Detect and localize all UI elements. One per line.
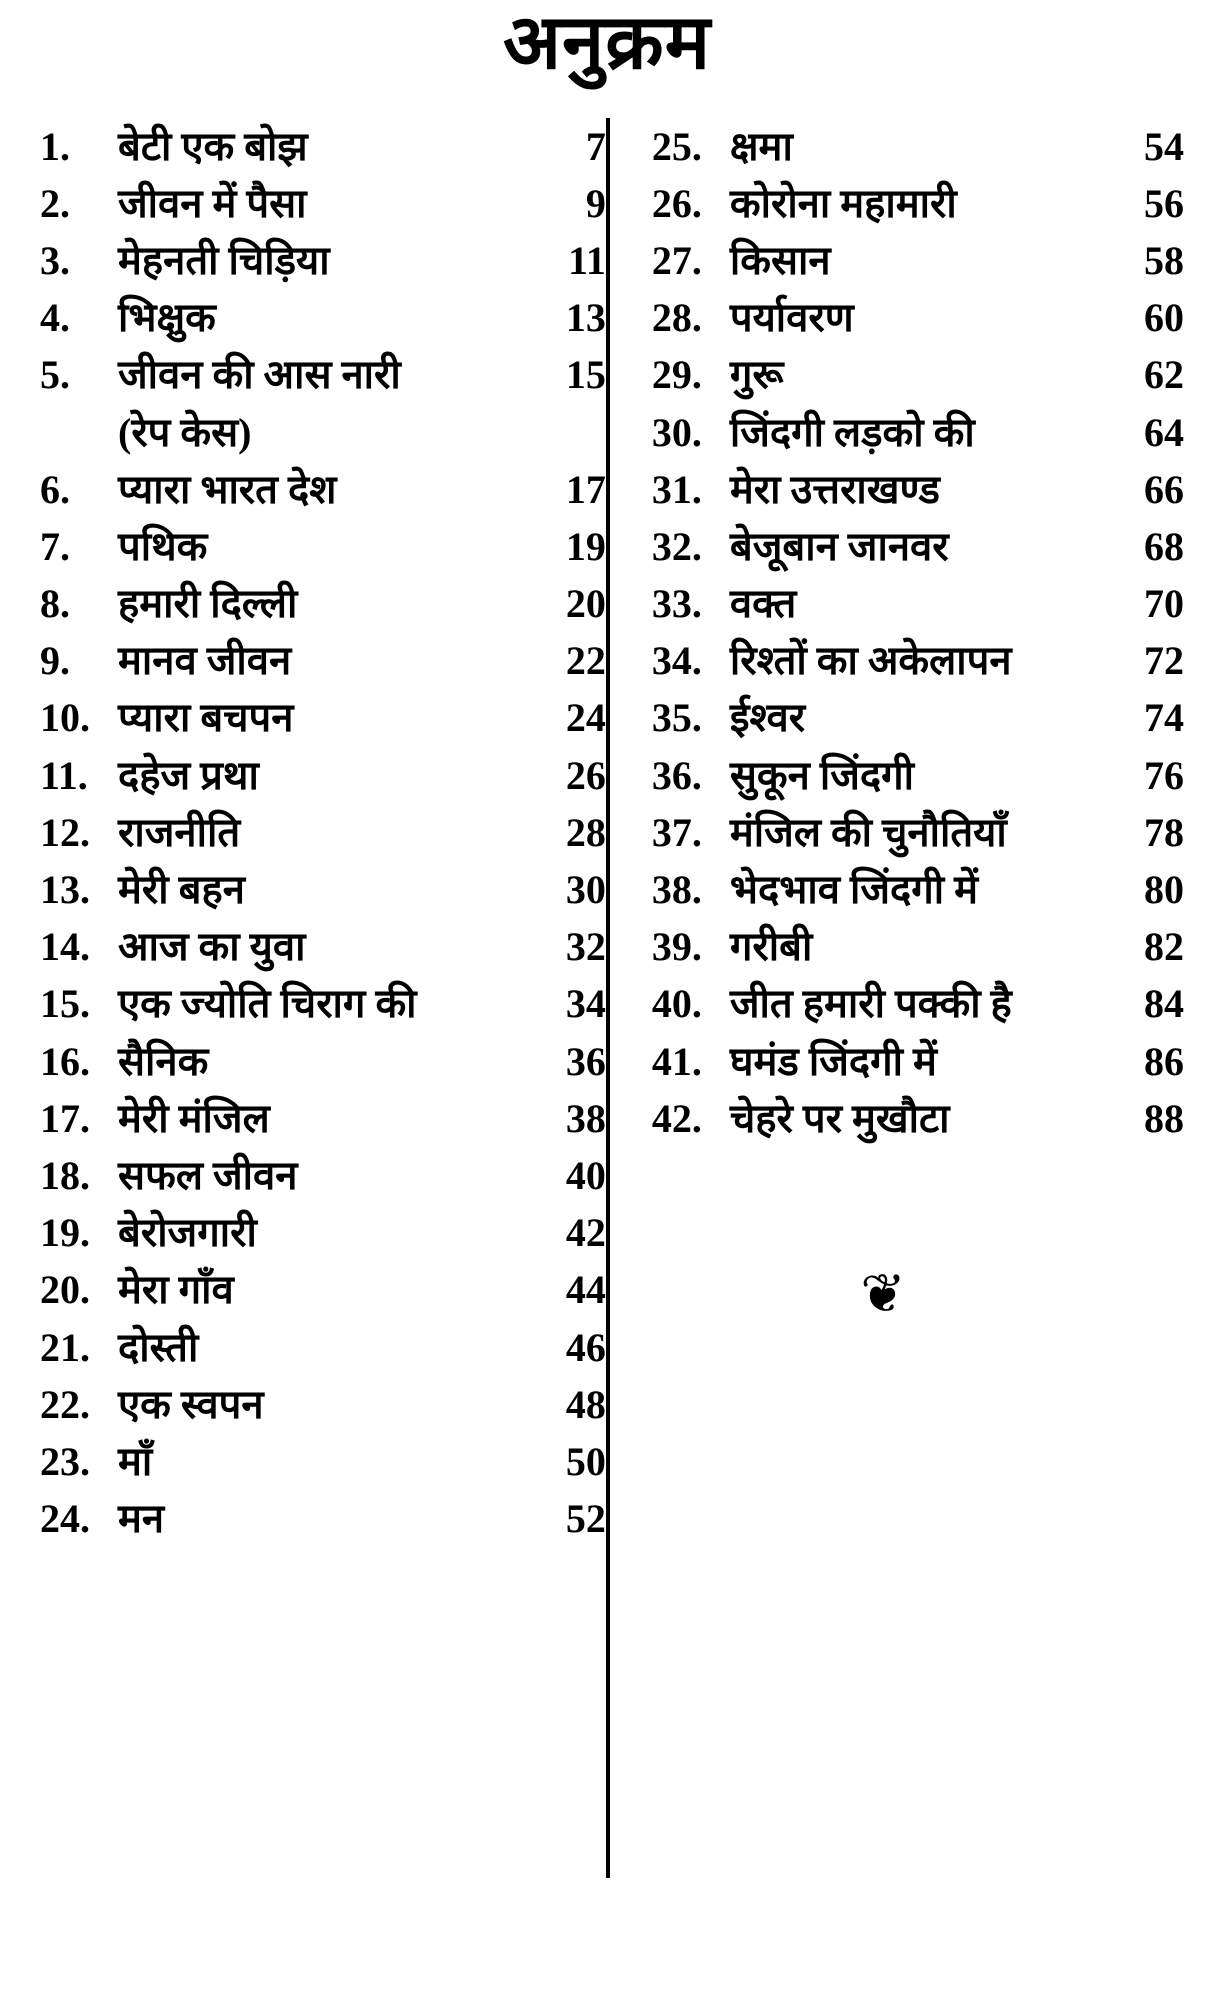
toc-entry-page-number: 86 [1144, 1038, 1184, 1084]
toc-entry-number: 40. [651, 981, 702, 1027]
toc-entry-number: 26. [651, 180, 702, 226]
toc-entry-title: राजनीति [118, 809, 241, 855]
toc-entry-title: बेरोजगारी [118, 1210, 257, 1256]
toc-entry-title: प्यारा भारत देश [118, 466, 337, 512]
toc-columns [30, 118, 1184, 1878]
toc-entry[interactable] [652, 1090, 1184, 1147]
toc-entry-number: 23. [40, 1438, 90, 1484]
toc-entry-number: 38. [651, 867, 702, 913]
toc-entry-title: मन [118, 1496, 165, 1542]
toc-entry[interactable] [40, 1376, 606, 1433]
toc-entry-title: माँ [118, 1438, 153, 1484]
toc-entry-title: एक स्वपन [118, 1381, 264, 1427]
toc-entry-number: 17. [40, 1095, 90, 1141]
toc-entry[interactable] [40, 518, 606, 575]
toc-entry-title: चेहरे पर मुखौटा [729, 1095, 950, 1141]
toc-entry-number: 13. [40, 867, 90, 913]
toc-entry-number: 14. [40, 924, 90, 970]
toc-entry-title: जीवन की आस नारी [118, 352, 401, 398]
toc-entry-number: 12. [40, 809, 90, 855]
toc-entry-number: 5. [40, 352, 70, 398]
toc-entry-title: ईश्वर [729, 695, 806, 741]
toc-entry-page-number: 36 [565, 1038, 606, 1084]
toc-entry[interactable] [652, 232, 1184, 289]
toc-entry-page-number: 11 [568, 237, 606, 283]
toc-entry-title: (रेप केस) [118, 409, 252, 455]
toc-entry-page-number: 58 [1144, 237, 1184, 283]
toc-entry-page-number: 60 [1144, 295, 1184, 341]
toc-entry-title: मेरी मंजिल [118, 1095, 270, 1141]
toc-entry-number: 28. [651, 295, 702, 341]
toc-entry-page-number: 44 [565, 1267, 606, 1313]
toc-entry-title: जीवन में पैसा [118, 180, 307, 226]
toc-entry-page-number: 74 [1144, 695, 1184, 741]
toc-entry-number: 18. [40, 1152, 90, 1198]
toc-entry-page-number: 56 [1144, 180, 1184, 226]
toc-entry-title: मेरा उत्तराखण्ड [729, 466, 940, 512]
toc-entry-number: 10. [40, 695, 90, 741]
toc-entry-page-number: 68 [1144, 523, 1184, 569]
toc-entry[interactable] [40, 1490, 606, 1547]
toc-entry-title: सैनिक [118, 1038, 209, 1084]
toc-entry-number: 7. [40, 523, 70, 569]
toc-entry-title: जिंदगी लड़को की [729, 409, 975, 455]
toc-entry-page-number: 70 [1144, 581, 1184, 627]
toc-entry-page-number: 19 [565, 523, 606, 569]
toc-entry-page-number: 20 [565, 581, 606, 627]
toc-entry[interactable] [652, 861, 1184, 918]
toc-entry-number: 36. [651, 752, 702, 798]
toc-entry[interactable] [40, 689, 606, 746]
toc-entry-page-number: 76 [1144, 752, 1184, 798]
toc-entry[interactable] [652, 289, 1184, 346]
toc-entry-number: 8. [40, 581, 70, 627]
toc-entry-number: 1. [40, 123, 70, 169]
toc-entry-page-number: 46 [565, 1324, 606, 1370]
toc-entry[interactable] [40, 232, 606, 289]
toc-entry-number: 4. [40, 295, 70, 341]
toc-entry-number: 42. [651, 1095, 702, 1141]
toc-entry-page-number: 22 [565, 638, 606, 684]
toc-entry[interactable] [40, 861, 606, 918]
toc-entry-number: 9. [40, 638, 70, 684]
toc-entry[interactable] [40, 1319, 606, 1376]
toc-entry-number: 2. [40, 180, 70, 226]
toc-entry-title: सफल जीवन [118, 1152, 298, 1198]
toc-column-left [30, 118, 606, 1878]
toc-entry[interactable] [652, 346, 1184, 403]
toc-entry-page-number: 66 [1144, 466, 1184, 512]
toc-entry-number: 24. [40, 1496, 90, 1542]
toc-entry[interactable] [652, 404, 1184, 461]
toc-entry-number: 20. [40, 1267, 90, 1313]
toc-entry-number: 15. [40, 981, 90, 1027]
toc-entry-title: भिक्षुक [118, 295, 216, 341]
toc-entry-number: 35. [651, 695, 702, 741]
toc-entry-title: पर्यावरण [729, 295, 854, 341]
toc-entry-title: बेजूबान जानवर [729, 523, 949, 569]
toc-entry-title: दहेज प्रथा [118, 752, 259, 798]
toc-entry[interactable] [652, 1033, 1184, 1090]
toc-entry-page-number: 48 [565, 1381, 606, 1427]
toc-entry-title: पथिक [118, 523, 208, 569]
toc-entry-number: 32. [651, 523, 702, 569]
toc-entry[interactable] [40, 404, 606, 461]
toc-entry-number: 22. [40, 1381, 90, 1427]
toc-entry-number: 27. [651, 237, 702, 283]
toc-entry-number: 33. [651, 581, 702, 627]
toc-entry-number: 37. [651, 809, 702, 855]
toc-entry-number: 30. [651, 409, 702, 455]
toc-entry-title: वक्त [729, 581, 797, 627]
toc-entry-title: एक ज्योति चिराग की [118, 981, 417, 1027]
toc-entry[interactable] [40, 1147, 606, 1204]
toc-entry-title: मेरी बहन [118, 867, 245, 913]
toc-entry[interactable] [40, 804, 606, 861]
toc-entry-title: दोस्ती [118, 1324, 199, 1370]
toc-entry[interactable] [652, 632, 1184, 689]
toc-entry-page-number: 84 [1144, 981, 1184, 1027]
toc-entry-number: 6. [40, 466, 70, 512]
toc-entry-page-number: 52 [565, 1496, 606, 1542]
toc-entry[interactable] [40, 1204, 606, 1261]
toc-entry-number: 3. [40, 237, 70, 283]
toc-entry-title: मेहनती चिड़िया [118, 237, 330, 283]
toc-entry-title: रिश्तों का अकेलापन [729, 638, 1012, 684]
toc-entry-title: प्यारा बचपन [118, 695, 294, 741]
toc-entry[interactable] [40, 632, 606, 689]
toc-entry-title: जीत हमारी पक्की है [729, 981, 1012, 1027]
column-divider [606, 118, 610, 1878]
toc-entry-title: मेरा गाँव [118, 1267, 234, 1313]
toc-entry[interactable] [40, 289, 606, 346]
toc-entry-number: 21. [40, 1324, 90, 1370]
toc-entry-page-number: 80 [1144, 867, 1184, 913]
toc-entry-page-number: 7 [585, 123, 606, 169]
toc-entry-page-number: 50 [565, 1438, 606, 1484]
toc-entry-number: 19. [40, 1210, 90, 1256]
toc-entry[interactable] [652, 975, 1184, 1032]
toc-entry-page-number: 9 [585, 180, 606, 226]
toc-entry-number: 39. [651, 924, 702, 970]
toc-entry[interactable] [652, 461, 1184, 518]
toc-entry-page-number: 38 [565, 1095, 606, 1141]
toc-entry-page-number: 32 [565, 924, 606, 970]
toc-entry-number: 11. [40, 752, 88, 798]
toc-entry-page-number: 30 [565, 867, 606, 913]
toc-entry[interactable] [652, 804, 1184, 861]
toc-entry-title: बेटी एक बोझ [118, 123, 308, 169]
toc-entry[interactable] [40, 461, 606, 518]
toc-entry-page-number: 34 [565, 981, 606, 1027]
toc-entry-title: सुकून जिंदगी [729, 752, 914, 798]
toc-entry[interactable] [40, 118, 606, 175]
toc-entry[interactable] [40, 346, 606, 403]
toc-entry-title: हमारी दिल्ली [118, 581, 298, 627]
toc-entry-page-number: 13 [565, 295, 606, 341]
toc-entry-title: क्षमा [729, 123, 793, 169]
toc-entry[interactable] [40, 747, 606, 804]
toc-entry-title: गुरू [729, 352, 784, 398]
toc-entry-page-number: 54 [1144, 123, 1184, 169]
toc-entry-page-number: 78 [1144, 809, 1184, 855]
toc-entry-page-number: 40 [565, 1152, 606, 1198]
toc-entry[interactable] [652, 918, 1184, 975]
toc-entry[interactable] [652, 689, 1184, 746]
toc-entry-number: 41. [651, 1038, 702, 1084]
toc-entry-page-number: 42 [565, 1210, 606, 1256]
toc-entry-title: किसान [729, 237, 831, 283]
toc-entry-page-number: 17 [565, 466, 606, 512]
toc-entry[interactable] [652, 118, 1184, 175]
ornament-icon: ❦ [860, 1263, 906, 1324]
toc-entry-number: 16. [40, 1038, 90, 1084]
toc-entry[interactable] [40, 175, 606, 232]
toc-entry[interactable] [40, 1033, 606, 1090]
toc-entry-title: कोरोना महामारी [729, 180, 957, 226]
toc-entry-number: 34. [651, 638, 702, 684]
toc-entry-page-number: 72 [1144, 638, 1184, 684]
toc-entry-number: 25. [651, 123, 702, 169]
toc-entry-number: 29. [651, 352, 702, 398]
toc-entry-page-number: 62 [1144, 352, 1184, 398]
toc-entry[interactable] [652, 575, 1184, 632]
toc-entry-title: आज का युवा [118, 924, 306, 970]
toc-entry-page-number: 15 [565, 352, 606, 398]
toc-entry-title: भेदभाव जिंदगी में [729, 867, 979, 913]
page-title: अनुक्रम [502, 1, 712, 85]
toc-entry[interactable] [652, 747, 1184, 804]
toc-entry-title: मानव जीवन [118, 638, 292, 684]
toc-entry-title: घमंड जिंदगी में [729, 1038, 937, 1084]
toc-entry-title: गरीबी [729, 924, 813, 970]
toc-entry[interactable] [652, 175, 1184, 232]
toc-entry[interactable] [40, 1261, 606, 1318]
toc-entry[interactable] [40, 1090, 606, 1147]
toc-entry-page-number: 64 [1144, 409, 1184, 455]
toc-entry[interactable] [652, 518, 1184, 575]
toc-entry-title: मंजिल की चुनौतियाँ [729, 809, 1007, 855]
toc-entry[interactable] [40, 575, 606, 632]
toc-entry-page-number: 88 [1144, 1095, 1184, 1141]
toc-entry-page-number: 28 [565, 809, 606, 855]
toc-entry-page-number: 26 [565, 752, 606, 798]
toc-entry-page-number: 24 [565, 695, 606, 741]
toc-column-right [628, 118, 1184, 1878]
toc-entry-page-number: 82 [1144, 924, 1184, 970]
toc-entry-number: 31. [651, 466, 702, 512]
toc-entry[interactable] [40, 975, 606, 1032]
toc-entry[interactable] [40, 918, 606, 975]
toc-entry[interactable] [40, 1433, 606, 1490]
